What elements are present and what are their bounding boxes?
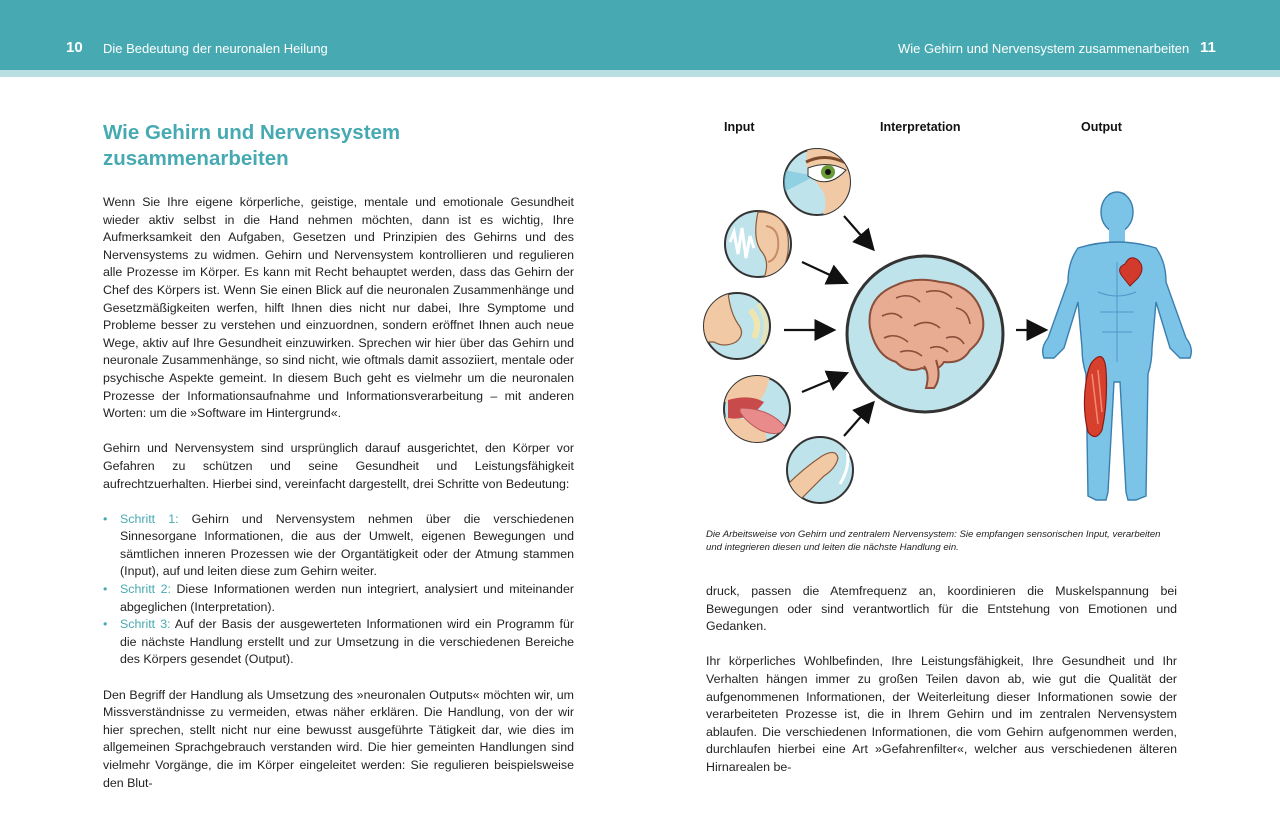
brain-icon bbox=[847, 256, 1003, 412]
bullet: • bbox=[103, 617, 108, 632]
right-column bbox=[706, 583, 1177, 777]
section-title: Wie Gehirn und Nervensystem zusammenarbeiten bbox=[103, 121, 401, 170]
header-stripe bbox=[0, 70, 1280, 77]
nose-icon bbox=[700, 292, 770, 359]
list-item bbox=[103, 511, 574, 581]
step-text: Gehirn und Nervensystem nehmen über die verschiedenen Sinnesorgane Informationen, die aus der Umwelt, eigenen Bewegungen und sämtlichen inneren Prozessen wie der Organtätigkeit oder der Atmung stammen (Input), auf und leiten diese zum Gehirn weiter. bbox=[120, 511, 574, 579]
human-body-icon bbox=[1043, 192, 1192, 500]
eye-icon bbox=[784, 147, 860, 222]
arrow-mouth-to-brain bbox=[802, 374, 845, 392]
paragraph-purpose: Gehirn und Nervensystem sind ursprünglich darauf ausgerichtet, den Körper vor Gefahren zu schützen und seine Gesundheit und Leistungsfähigkeit aufrechtzuerhalten. Hierbei sind, vereinfacht dargestellt, drei Schritte von Bedeutung: bbox=[103, 441, 574, 491]
page-header bbox=[0, 0, 1280, 70]
arrow-touch-to-brain bbox=[844, 404, 872, 436]
figure-illustration bbox=[700, 112, 1200, 517]
ear-icon bbox=[725, 211, 791, 278]
paragraph-intro: Wenn Sie Ihre eigene körperliche, geistige, mentale und emotionale Gesundheit wieder aktiv selbst in die Hand nehmen möchten, dann ist es wichtig, Ihre Aufmerksamkeit den Aufgaben, Gesetzen und Prinzipien des Gehirns und des Nervensystems zu widmen. Gehirn und Nervensystem kontrollieren und regulieren alle Prozesse im Körper. Es kann mit Recht behauptet werden, dass das Gehirn der Chef des Körpers ist. Wenn Sie einen Blick auf die neuronalen Zusammenhänge und Gesetzmäßigkeiten werfen, hilft Ihnen dies nicht nur dabei, Ihre Symptome und Probleme besser zu verstehen und einzuordnen, sondern eröffnet Ihnen auch neue Wege, aktiv auf Ihre Gesundheit einzuwirken. Sprechen wir hier über das Gehirn und neuronale Zusammenhänge, so sind nicht, wie oftmals damit assoziiert, mentale oder psychische Aspekte gemeint. In diesem Buch geht es vielmehr um die neuronalen Prozesse der Informationsaufnahme und Informationsverarbeitung – mit anderen Worten: um die »Software im Hintergrund«. bbox=[103, 195, 574, 421]
right-running-title: Wie Gehirn und Nervensystem zusammenarbeiten bbox=[898, 41, 1190, 56]
step-text: Auf der Basis der ausgewerteten Informationen wird ein Programm für die nächste Handlung erstellt und zur Umsetzung in die verschiedenen Bereiche des Körpers gesendet (Output). bbox=[120, 617, 574, 667]
steps-list bbox=[103, 511, 574, 669]
finger-touch-icon bbox=[786, 437, 853, 504]
mouth-icon bbox=[720, 376, 790, 448]
left-page-number: 10 bbox=[66, 39, 83, 56]
step-text: Diese Informationen werden nun integriert, analysiert und miteinander abgeglichen (Interpretation). bbox=[120, 582, 574, 614]
list-item bbox=[103, 581, 574, 616]
brain-nervous-system-figure bbox=[700, 112, 1200, 517]
label-input: Input bbox=[724, 120, 755, 134]
step-label: Schritt 1: bbox=[120, 511, 179, 526]
step-label: Schritt 3: bbox=[120, 617, 171, 632]
label-interpretation: Interpretation bbox=[880, 120, 961, 134]
step-label: Schritt 2: bbox=[120, 582, 171, 597]
bullet: • bbox=[103, 582, 108, 597]
paragraph-continuation: druck, passen die Atemfrequenz an, koordinieren die Muskelspannung bei Bewegungen oder sind verantwortlich für die Entstehung von Emotionen und Gedanken. bbox=[706, 584, 1177, 634]
figure-caption: Die Arbeitsweise von Gehirn und zentralem Nervensystem: Sie empfangen sensorischen Input, verarbeiten und integrieren diesen und leiten die nächste Handlung ein. bbox=[706, 529, 1161, 553]
bullet: • bbox=[103, 511, 108, 526]
left-column bbox=[103, 120, 574, 792]
right-page-number: 11 bbox=[1200, 39, 1216, 56]
left-running-title: Die Bedeutung der neuronalen Heilung bbox=[103, 41, 328, 56]
paragraph-wellbeing: Ihr körperliches Wohlbefinden, Ihre Leistungsfähigkeit, Ihre Gesundheit und Ihr Verhalten hängen immer zu großen Teilen davon ab, wie gut die Qualität der aufgenommenen Informationen, der Weiterleitung dieser Informationen sowie der verarbeiteten Prozesse ist, die in Ihrem Gehirn und im zentralen Nervensystem ablaufen. Die verschiedenen Informationen, die vom Gehirn aufgenommen werden, durchlaufen hierbei eine Art »Gefahrenfilter«, welcher aus verschiedenen älteren Hirnarealen be- bbox=[706, 654, 1177, 774]
arrow-eye-to-brain bbox=[844, 216, 872, 248]
list-item bbox=[103, 616, 574, 669]
paragraph-action: Den Begriff der Handlung als Umsetzung des »neuronalen Outputs« möchten wir, um Missverständnisse zu vermeiden, etwas näher erklären. Die Handlung, von der wir hier sprechen, stellt nicht nur eine bewusst ausgeführte Tätigkeit dar, wie dies im allgemeinen Sprachgebrauch verstanden wird. Die hier gemeinten Handlungen sind vielmehr Vorgänge, die im Körper eingeleitet werden: Sie regulieren beispielsweise den Blut- bbox=[103, 687, 574, 790]
arrow-ear-to-brain bbox=[802, 262, 845, 282]
label-output: Output bbox=[1081, 120, 1122, 134]
